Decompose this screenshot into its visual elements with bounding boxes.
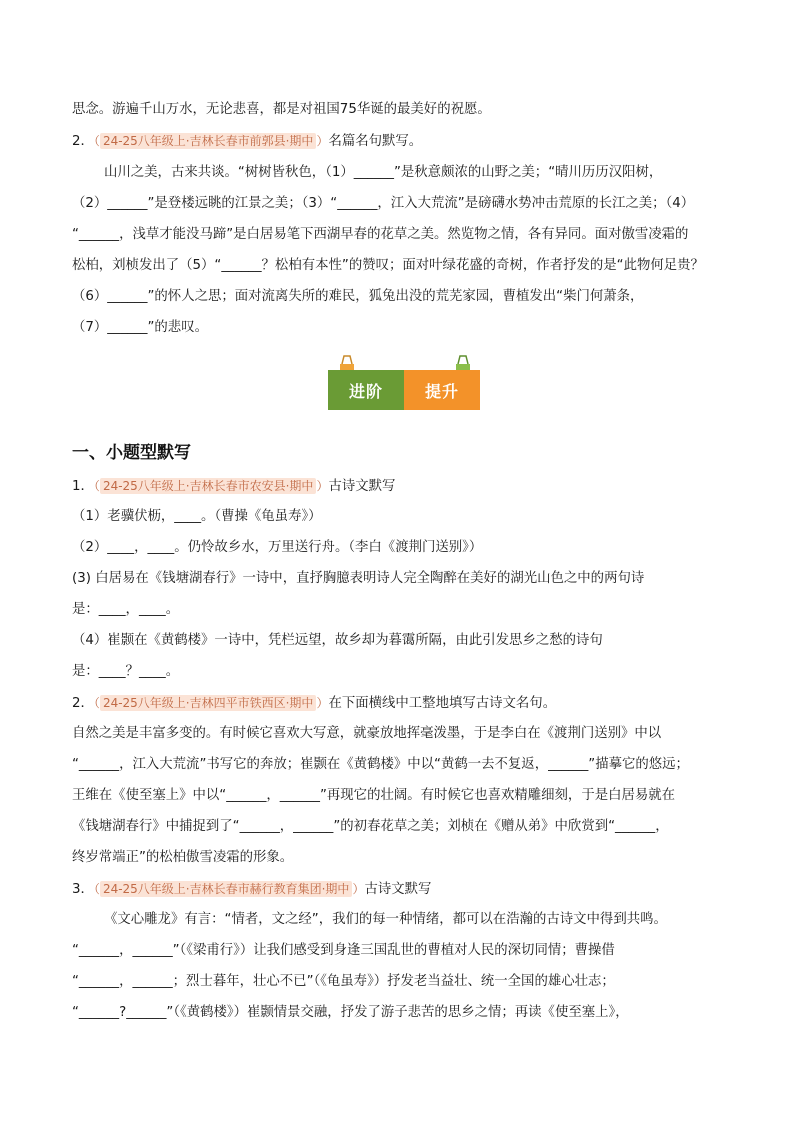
question-number: 3． bbox=[72, 882, 94, 897]
question-header: 3．（ 24-25八年级上·吉林长春市赫行教育集团·期中 ）古诗文默写 bbox=[72, 882, 432, 897]
paragraph-line: （2）______”是登楼远眺的江景之美；（3）“______，江入大荒流”是磅礴水势冲击荒原的长江之美；（4） bbox=[72, 196, 695, 211]
paragraph-line: 终岁常端正”的松柏傲雪凌霜的形象。 bbox=[72, 850, 294, 865]
paragraph-line: （7）______”的悲叹。 bbox=[72, 320, 208, 335]
source-tag: 24-25八年级上·吉林长春市前郭县·期中 bbox=[100, 133, 317, 149]
paragraph-line: 松柏，刘桢发出了（5）“______？松柏有本性”的赞叹；面对叶绿花盛的奇树，作者抒发的是“此物何足贵？ bbox=[72, 258, 704, 273]
level-up-banner bbox=[328, 370, 480, 410]
paragraph-line: 《钱塘湖春行》中捕捉到了“______，______”的初春花草之美；刘桢在《赠从弟》中欣赏到“______， bbox=[72, 819, 669, 834]
paragraph-line: “______，江入大荒流”书写它的奔放；崔颢在《黄鹤楼》中以“黄鹤一去不复返，______”描摹它的悠远； bbox=[72, 757, 689, 772]
question-header: 1．（ 24-25八年级上·吉林长春市农安县·期中 ）古诗文默写 bbox=[72, 479, 396, 494]
source-tag: 24-25八年级上·吉林长春市农安县·期中 bbox=[100, 478, 317, 494]
paragraph-line: “______?______”（《黄鹤楼》）崔颢情景交融，抒发了游子悲苦的思乡之情；再读《使至塞上》， bbox=[72, 1005, 629, 1020]
source-tag: 24-25八年级上·吉林长春市赫行教育集团·期中 bbox=[100, 881, 353, 897]
question-title: 古诗文默写 bbox=[364, 882, 432, 897]
source-tag: 24-25八年级上·吉林四平市铁西区·期中 bbox=[100, 695, 317, 711]
question-line: 是：____，____。 bbox=[72, 602, 180, 617]
intro-text: 思念。游遍千山万水，无论悲喜，都是对祖国75华诞的最美好的祝愿。 bbox=[72, 102, 491, 117]
question-header: 2．（ 24-25八年级上·吉林长春市前郭县·期中 ）名篇名句默写。 bbox=[72, 134, 423, 149]
banner-right-label: 提升 bbox=[404, 370, 480, 410]
question-number: 1． bbox=[72, 479, 94, 494]
question-title: 在下面横线中工整地填写古诗文名句。 bbox=[328, 696, 557, 711]
question-title: 古诗文默写 bbox=[328, 479, 396, 494]
banner-left-label: 进阶 bbox=[328, 370, 404, 410]
paragraph-line: 自然之美是丰富多变的。有时候它喜欢大写意，就豪放地挥毫泼墨，于是李白在《渡荆门送别》中以 bbox=[72, 726, 662, 741]
question-number: 2． bbox=[72, 134, 94, 149]
paragraph-line: （6）______”的怀人之思；面对流离失所的难民，狐兔出没的荒芜家园，曹植发出“柴门何萧条， bbox=[72, 289, 644, 304]
paragraph-line: “______，______；烈士暮年，壮心不已”（《龟虽寿》）抒发老当益壮、统一全国的雄心壮志； bbox=[72, 974, 615, 989]
question-line: （1）老骥伏枥，____。（曹操《龟虽寿》） bbox=[72, 509, 322, 524]
paragraph-line: 山川之美，古来共谈。“树树皆秋色，（1）______”是秋意颇浓的山野之美；“晴川历历汉阳树， bbox=[104, 165, 663, 180]
paragraph-line: 《文心雕龙》有言：“情者，文之经”，我们的每一种情绪，都可以在浩瀚的古诗文中得到共鸣。 bbox=[104, 912, 667, 927]
paragraph-line: “______，______”（《梁甫行》）让我们感受到身逢三国乱世的曹植对人民的深切同情；曹操借 bbox=[72, 943, 615, 958]
question-line: (3) 白居易在《钱塘湖春行》一诗中，直抒胸臆表明诗人完全陶醉在美好的湖光山色之中的两句诗 bbox=[72, 571, 645, 586]
question-title: 名篇名句默写。 bbox=[328, 134, 423, 149]
question-header: 2．（ 24-25八年级上·吉林四平市铁西区·期中 ）在下面横线中工整地填写古诗文名句。 bbox=[72, 696, 557, 711]
section-heading: 一、小题型默写 bbox=[72, 443, 191, 463]
question-number: 2． bbox=[72, 696, 94, 711]
question-line: （4）崔颢在《黄鹤楼》一诗中，凭栏远望，故乡却为暮霭所隔，由此引发思乡之愁的诗句 bbox=[72, 633, 603, 648]
paragraph-line: “______，浅草才能没马蹄”是白居易笔下西湖早春的花草之美。然览物之情，各有异同。面对傲雪凌霜的 bbox=[72, 227, 689, 242]
question-line: 是：____？____。 bbox=[72, 664, 180, 679]
question-line: （2）____，____。仍怜故乡水，万里送行舟。（李白《渡荆门送别》） bbox=[72, 540, 483, 555]
paragraph-line: 王维在《使至塞上》中以“______，______”再现它的壮阔。有时候它也喜欢精雕细刻，于是白居易就在 bbox=[72, 788, 676, 803]
